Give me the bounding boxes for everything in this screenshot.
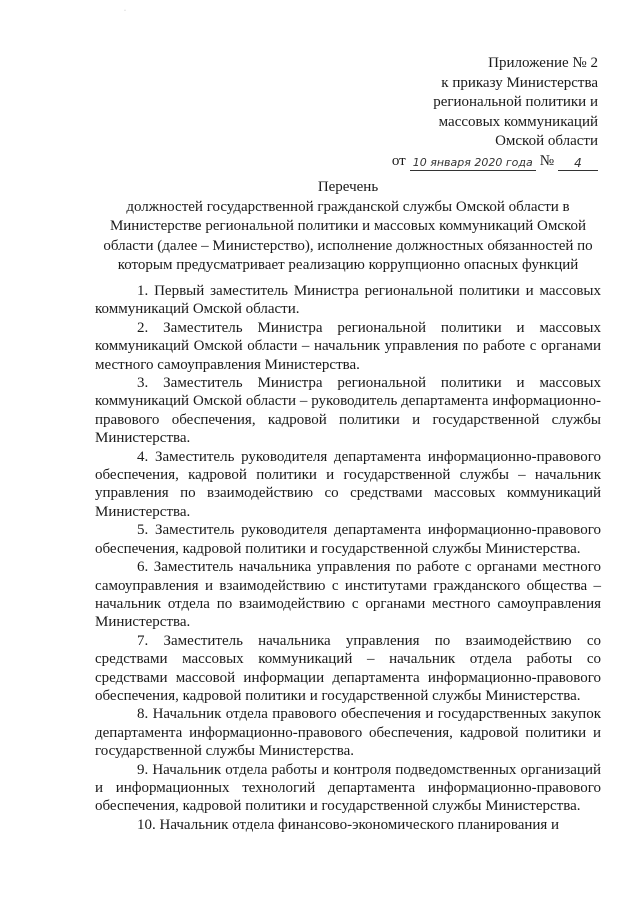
appendix-line-2: к приказу Министерства (441, 74, 598, 91)
appendix-line-1: Приложение № 2 (488, 55, 598, 71)
title-heading: Перечень (317, 179, 379, 195)
list-item: 3. Заместитель Министра региональной политики и массовых коммуникаций Омской области – руководитель департамента информационно-правового обеспечения, кадровой политики и государственной службы Министерства. (95, 375, 601, 447)
positions-list (95, 282, 601, 834)
appendix-header (392, 54, 598, 171)
from-label: от (391, 152, 406, 169)
order-reference-line (392, 152, 598, 172)
appendix-line-5: Омской области (495, 133, 598, 149)
title-subtitle: должностей государственной гражданской службы Омской области в Министерстве региональной политики и массовых коммуникаций Омской области (далее – Министерство), исполнение должностных обязанностей по которым предусматривает реализацию коррупционно опасных функций (103, 198, 593, 273)
list-item: 5. Заместитель руководителя департамента информационно-правового обеспечения, кадровой политики и государственной службы Министерства. (95, 522, 601, 557)
list-item: 2. Заместитель Министра региональной политики и массовых коммуникаций Омской области – начальник управления по работе с органами местного самоуправления Министерства. (95, 319, 601, 373)
list-item: 9. Начальник отдела работы и контроля подведомственных организаций и информационных технологий департамента информационно-правового обеспечения, кадровой политики и государственной службы Министерства. (95, 761, 601, 815)
list-item: 4. Заместитель руководителя департамента информационно-правового обеспечения, кадровой политики и государственной службы – начальник управления по взаимодействию со средствами массовых коммуникаций Министерства. (95, 448, 601, 520)
handwritten-date: 10 января 2020 года (410, 156, 536, 171)
list-item: 6. Заместитель начальника управления по работе с органами местного самоуправления и взаимодействию с институтами гражданского общества – начальник отдела по взаимодействию с органами местного самоуправления Министерства. (95, 559, 601, 631)
list-item: 8. Начальник отдела правового обеспечения и государственных закупок департамента информационно-правового обеспечения, кадровой политики и государственной службы Министерства. (95, 706, 601, 760)
list-item: 1. Первый заместитель Министра региональной политики и массовых коммуникаций Омской области. (95, 283, 601, 318)
handwritten-number: 4 (558, 156, 598, 171)
scan-mark: · (124, 8, 126, 14)
document-title (95, 178, 601, 276)
list-item: 10. Начальник отдела финансово-экономического планирования и (137, 816, 560, 833)
number-label: № (539, 152, 554, 169)
appendix-line-3: региональной политики и (433, 94, 598, 110)
appendix-line-4: массовых коммуникаций (438, 113, 598, 130)
list-item: 7. Заместитель начальника управления по взаимодействию со средствами массовых коммуникаций – начальник отдела работы со средствами массовой информации департамента информационно-правового обеспечения, кадровой политики и государственной службы Министерства. (95, 632, 601, 704)
